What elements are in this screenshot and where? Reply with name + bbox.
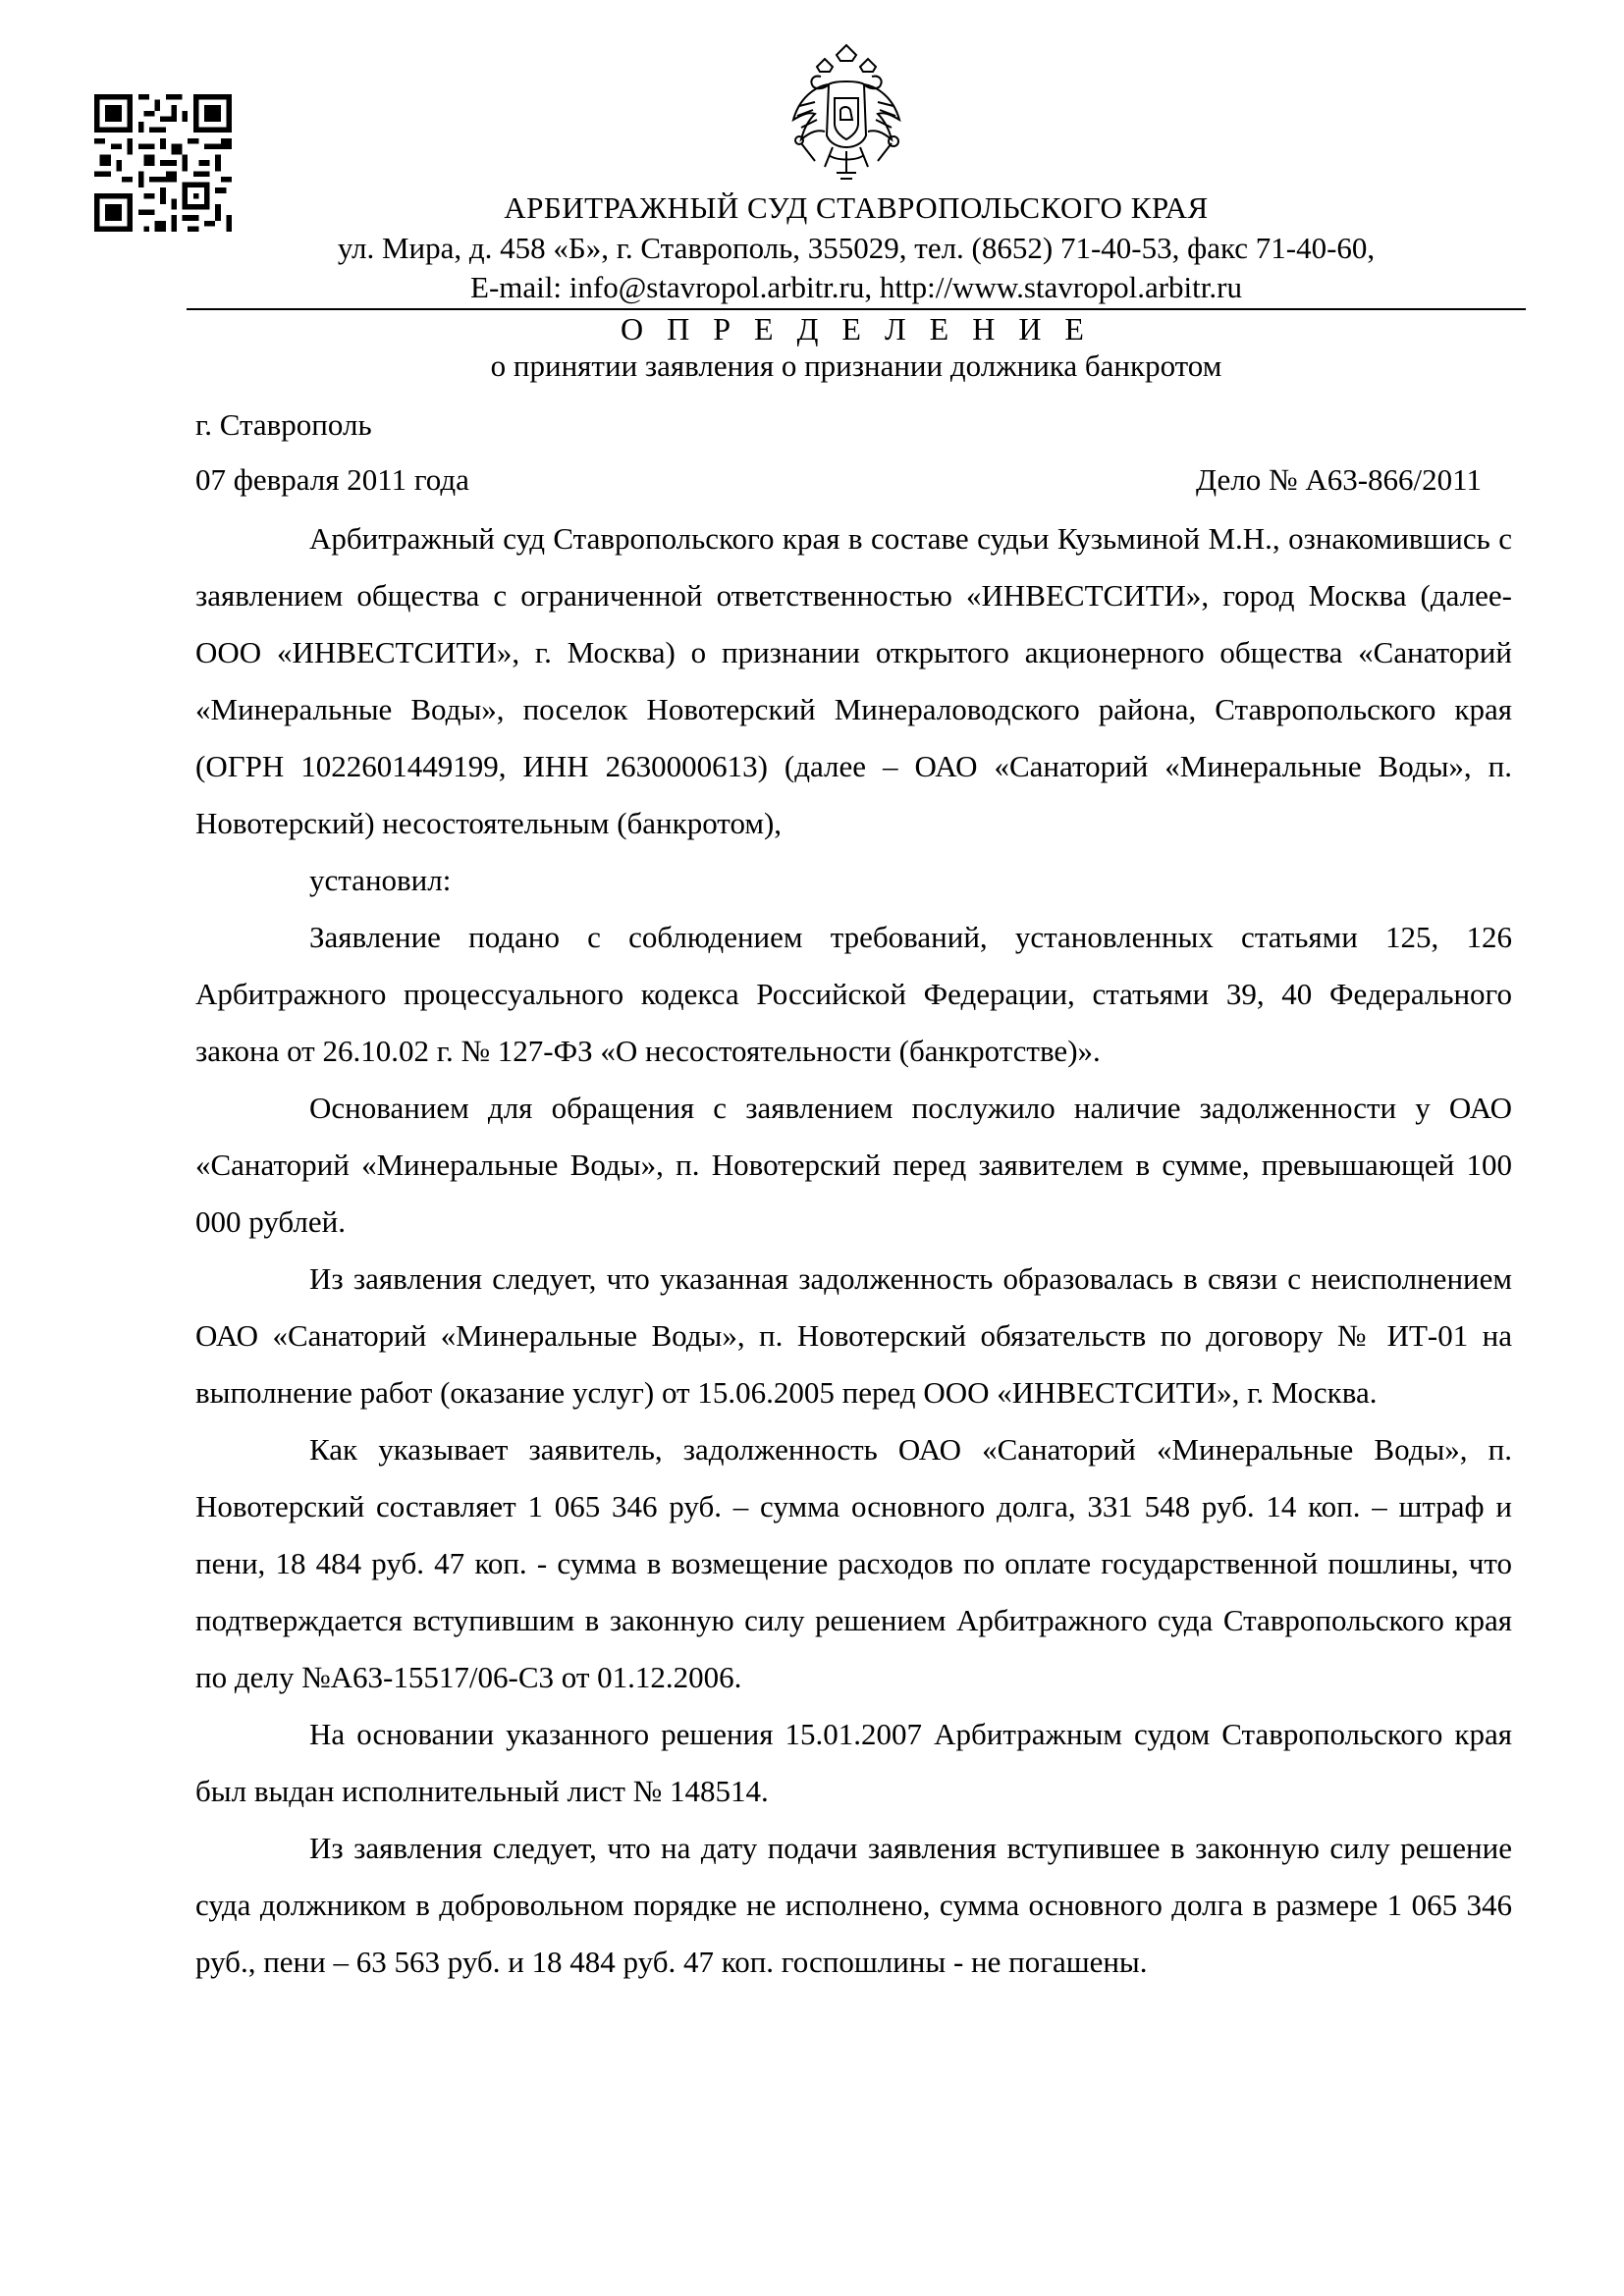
case-number: Дело № А63-866/2011 <box>1195 462 1482 497</box>
document-type-title: О П Р Е Д Е Л Е Н И Е <box>621 311 1092 347</box>
paragraph-requirements: Заявление подано с соблюдением требований, установленных статьями 125, 126 Арбитражного процессуального кодекса Российской Федерации, статьями 39, 40 Федерального закона от 26.10.02 г. № 127-ФЗ «О несостоятельности (банкротстве)». <box>195 920 1512 1068</box>
document-body <box>195 510 1512 1991</box>
document-date: 07 февраля 2011 года <box>195 462 469 497</box>
document-city: г. Ставрополь <box>195 407 372 442</box>
paragraph-intro: Арбитражный суд Ставропольского края в составе судьи Кузьминой М.Н., ознакомившись с заявлением общества с ограниченной ответственностью «ИНВЕСТСИТИ», город Москва (далее- ООО «ИНВЕСТСИТИ», г. Москва) о признании открытого акционерного общества «Санаторий «Минеральные Воды», поселок Новотерский Минераловодского района, Ставропольского края (ОГРН 1022601449199, ИНН 2630000613) (далее – ОАО «Санаторий «Минеральные Воды», п. Новотерский) несостоятельным (банкротом), <box>195 521 1512 840</box>
coat-of-arms-emblem <box>785 41 907 188</box>
court-contacts: E-mail: info@stavropol.arbitr.ru, http://www.stavropol.arbitr.ru <box>470 270 1242 304</box>
paragraph-grounds: Основанием для обращения с заявлением послужило наличие задолженности у ОАО «Санаторий «Минеральные Воды», п. Новотерский перед заявителем в сумме, превышающей 100 000 рублей. <box>195 1091 1512 1239</box>
paragraph-debt-origin: Из заявления следует, что указанная задолженность образовалась в связи с неисполнением ОАО «Санаторий «Минеральные Воды», п. Новотерский обязательств по договору № ИТ-01 на выполнение работ (оказание услуг) от 15.06.2005 перед ООО «ИНВЕСТСИТИ», г. Москва. <box>195 1261 1512 1410</box>
paragraph-debt-amount: Как указывает заявитель, задолженность ОАО «Санаторий «Минеральные Воды», п. Новотерский составляет 1 065 346 руб. – сумма основного долга, 331 548 руб. 14 коп. – штраф и пени, 18 484 руб. 47 коп. - сумма в возмещение расходов по оплате государственной пошлины, что подтверждается вступившим в законную силу решением Арбитражного суда Ставропольского края по делу №А63-15517/06-С3 от 01.12.2006. <box>195 1432 1512 1694</box>
paragraph-unpaid: Из заявления следует, что на дату подачи заявления вступившее в законную силу решение суда должником в добровольном порядке не исполнено, сумма основного долга в размере 1 065 346 руб., пени – 63 563 руб. и 18 484 руб. 47 коп. госпошлины - не погашены. <box>195 1831 1512 1979</box>
court-name: АРБИТРАЖНЫЙ СУД СТАВРОПОЛЬСКОГО КРАЯ <box>504 190 1209 225</box>
court-address: ул. Мира, д. 458 «Б», г. Ставрополь, 355029, тел. (8652) 71-40-53, факс 71-40-60, <box>337 231 1376 265</box>
paragraph-writ: На основании указанного решения 15.01.2007 Арбитражным судом Ставропольского края был выдан исполнительный лист № 148514. <box>195 1717 1512 1808</box>
ruling-verb: установил: <box>309 863 452 897</box>
document-subtitle: о принятии заявления о признании должника банкротом <box>490 348 1222 383</box>
